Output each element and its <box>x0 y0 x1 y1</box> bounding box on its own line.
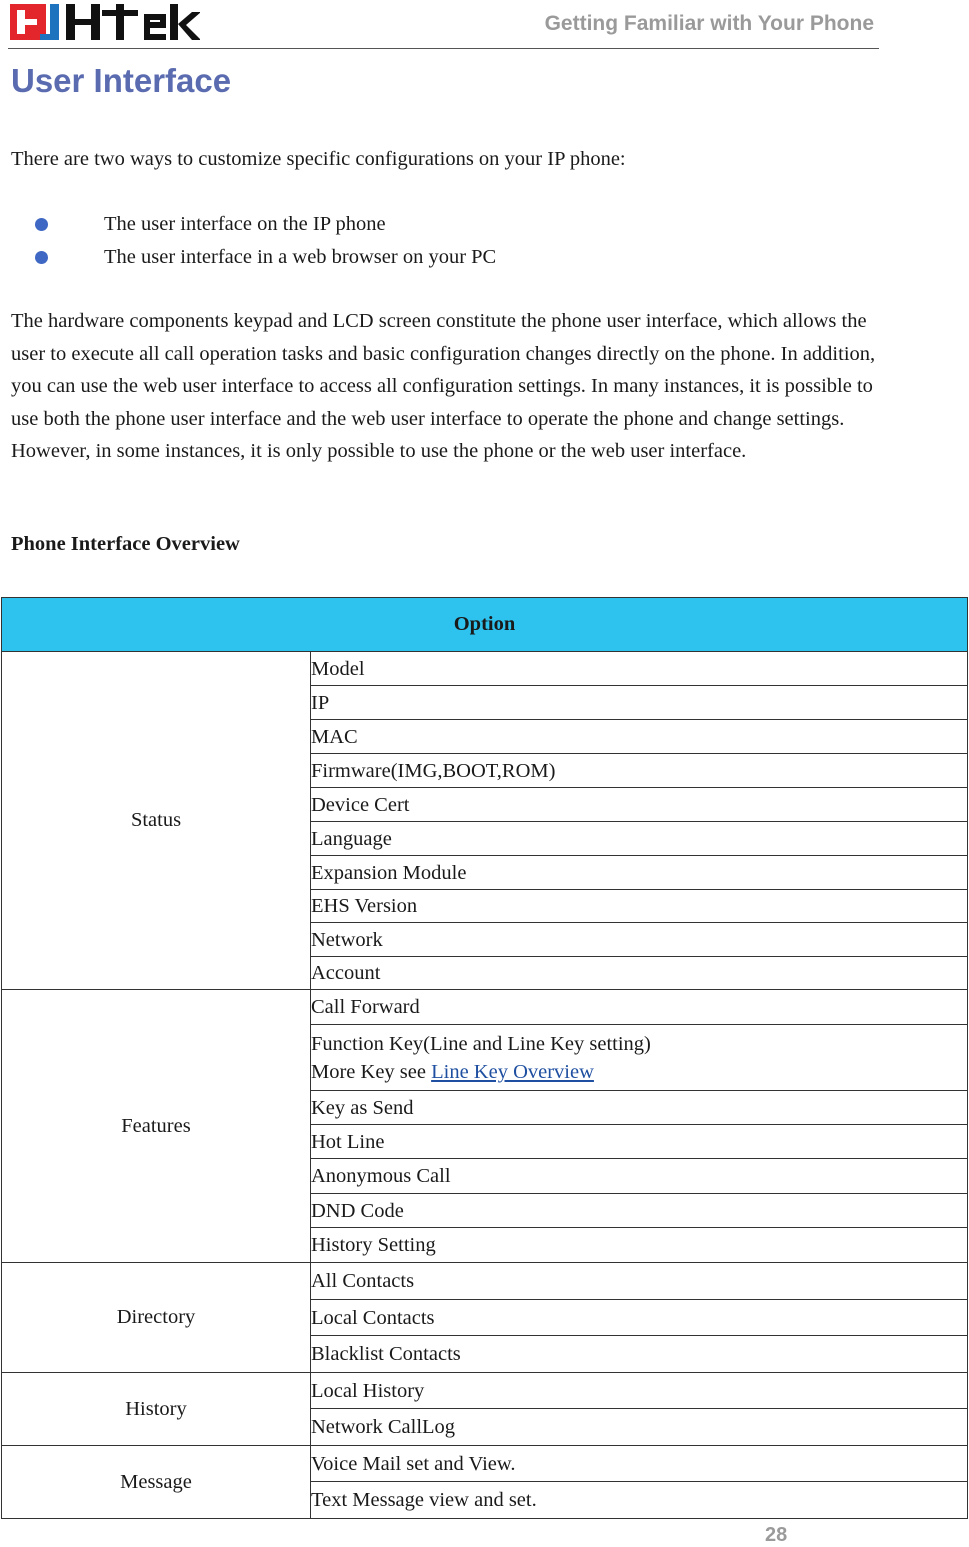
option-item: History Setting <box>311 1228 968 1263</box>
section-heading: Phone Interface Overview <box>11 533 240 555</box>
line-key-overview-link[interactable]: Line Key Overview <box>431 1060 594 1083</box>
table-row <box>2 990 968 1025</box>
option-item: All Contacts <box>311 1263 968 1300</box>
table-row <box>2 652 968 686</box>
group-features: Features <box>2 990 311 1263</box>
bullet-dot-icon <box>35 218 48 231</box>
option-item: EHS Version <box>311 890 968 923</box>
bullet-text: The user interface in a web browser on your PC <box>104 245 497 268</box>
page-number: 28 <box>765 1524 788 1546</box>
option-item: Network <box>311 923 968 957</box>
group-directory: Directory <box>2 1263 311 1373</box>
group-status: Status <box>2 652 311 990</box>
table-row <box>2 1446 968 1482</box>
option-item: Device Cert <box>311 788 968 822</box>
bullet-dot-icon <box>35 251 48 264</box>
option-item: Blacklist Contacts <box>311 1336 968 1373</box>
option-item: Key as Send <box>311 1091 968 1125</box>
header-divider <box>8 48 879 49</box>
group-message: Message <box>2 1446 311 1519</box>
table-header-row <box>2 598 968 652</box>
options-table <box>1 597 968 1519</box>
table-row <box>2 1263 968 1300</box>
option-item: Local Contacts <box>311 1300 968 1336</box>
bullet-text: The user interface on the IP phone <box>104 213 386 235</box>
option-item: Anonymous Call <box>311 1159 968 1194</box>
body-paragraph: The hardware components keypad and LCD screen constitute the phone user interface, which allows the user to execute all call operation tasks and basic configuration changes directly on the phone. In addition, you can use the web user interface to access all configuration settings. In many instances, it is possible to use both the phone user interface and the web user interface to operate the phone and change settings. However, in some instances, it is only possible to use the phone or the web user interface. <box>11 310 876 463</box>
option-item: Local History <box>311 1373 968 1409</box>
option-item: Voice Mail set and View. <box>311 1446 968 1482</box>
option-item: Expansion Module <box>311 856 968 890</box>
option-item: Network CallLog <box>311 1409 968 1446</box>
table-header-option: Option <box>2 598 968 652</box>
option-item-function-key <box>311 1025 968 1091</box>
option-item: Account <box>311 957 968 990</box>
more-key-text <box>311 1058 967 1086</box>
more-key-prefix: More Key see <box>311 1060 426 1083</box>
table-row <box>2 1373 968 1409</box>
option-item: Firmware(IMG,BOOT,ROM) <box>311 754 968 788</box>
option-item: Text Message view and set. <box>311 1482 968 1519</box>
option-item: Model <box>311 652 968 686</box>
page-title: User Interface <box>11 62 232 99</box>
option-item: DND Code <box>311 1194 968 1228</box>
option-item: Hot Line <box>311 1125 968 1159</box>
option-item: Language <box>311 822 968 856</box>
option-item: MAC <box>311 720 968 754</box>
function-key-text: Function Key(Line and Line Key setting) <box>311 1032 651 1055</box>
header-title: Getting Familiar with Your Phone <box>544 12 874 35</box>
page-header <box>0 0 969 52</box>
htek-logo <box>10 0 200 44</box>
intro-paragraph: There are two ways to customize specific configurations on your IP phone: <box>11 148 626 170</box>
group-history: History <box>2 1373 311 1446</box>
option-item: Call Forward <box>311 990 968 1025</box>
option-item: IP <box>311 686 968 720</box>
